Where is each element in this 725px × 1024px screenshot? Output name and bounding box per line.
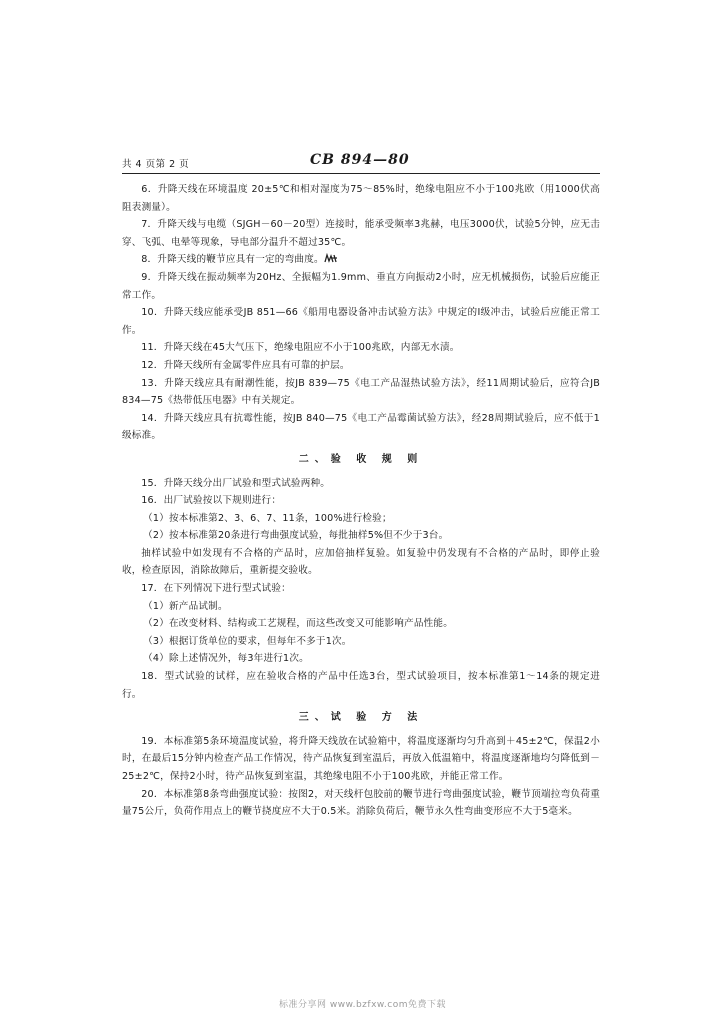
clause-12: 12．升降天线所有金属零件应具有可靠的护层。 <box>141 359 350 371</box>
standard-number: CB 894—80 <box>310 152 410 168</box>
clause-9: 9．升降天线在振动频率为20Hz、全振幅为1.9mm、垂直方向振动2小时，应无机械损伤，试验后应能正常工作。 <box>122 271 600 301</box>
clause-13: 13．升降天线应具有耐潮性能，按JB 839—75《电工产品湿热试验方法》，经11周期试验后，应符合JB 834—75《热带低压电器》中有关规定。 <box>122 377 600 407</box>
clause-18: 18．型式试验的试样，应在验收合格的产品中任选3台，型式试验项目，按本标准第1～14条的规定进行。 <box>122 671 600 700</box>
clause-8: 8．升降天线的鞭节应具有一定的弯曲度。 <box>141 254 324 266</box>
clause-16-item-1: （1）按本标准第2、3、6、7、11条，100%进行检验； <box>143 512 392 524</box>
page-count-label: 共 4 页第 2 页 <box>122 159 190 170</box>
clause-17: 17．在下列情况下进行型式试验： <box>141 583 291 595</box>
clause-16-item-2: （2）按本标准第20条进行弯曲强度试验，每批抽样5%但不少于3台。 <box>143 530 449 542</box>
clause-17-item-3: （3）根据订货单位的要求，但每年不多于1次。 <box>143 635 352 647</box>
header-rule <box>122 173 600 174</box>
section-heading-test-methods: 三、试 验 方 法 <box>298 712 424 724</box>
handwritten-mark-icon <box>324 253 338 264</box>
clause-20: 20．本标准第8条弯曲强度试验：按图2，对天线杆包胶前的鞭节进行弯曲强度试验，鞭节顶端拉弯负荷重量75公斤，负荷作用点上的鞭节挠度应不大于0.5米。消除负荷后，鞭节永久性弯曲变形应不大于5毫米。 <box>122 788 600 818</box>
clause-6: 6．升降天线在环境温度 20±5℃和相对湿度为75～85%时，绝缘电阻应不小于100兆欧（用1000伏高阻表测量）。 <box>122 184 600 213</box>
clause-19: 19．本标准第5条环境温度试验，将升降天线放在试验箱中，将温度逐渐均匀升高到＋45±2℃，保温2小时，在最后15分钟内检查产品工作情况，待产品恢复到室温后，再放入低温箱中，将温度逐渐地均匀降低到－25±2℃，保持2小时，待产品恢复到室温，其绝缘电阻不小于100兆欧，并能正常工作。 <box>122 735 600 782</box>
clause-17-item-1: （1）新产品试制。 <box>143 600 228 612</box>
clause-16: 16．出厂试验按以下规则进行： <box>141 495 282 507</box>
section-heading-acceptance: 二、验 收 规 则 <box>298 453 424 465</box>
clause-15: 15．升降天线分出厂试验和型式试验两种。 <box>141 477 331 489</box>
clause-17-item-2: （2）在改变材料、结构或工艺规程，而这些改变又可能影响产品性能。 <box>143 618 454 630</box>
clause-14: 14．升降天线应具有抗霉性能，按JB 840—75《电工产品霉菌试验方法》，经28周期试验后，应不低于1级标准。 <box>122 412 600 442</box>
clause-11: 11．升降天线在45大气压下，绝缘电阻应不小于100兆欧，内部无水渍。 <box>141 342 460 354</box>
clause-10: 10．升降天线应能承受JB 851—66《船用电器设备冲击试验方法》中规定的Ⅰ级冲击，试验后应能正常工作。 <box>122 307 600 336</box>
clause-8-line <box>122 251 600 269</box>
watermark-footer: 标准分享网 www.bzfxw.com免费下载 <box>278 1000 447 1010</box>
clause-7: 7．升降天线与电缆（SJGH－60－20型）连接时，能承受频率3兆赫，电压3000伏，试验5分钟，应无击穿、飞弧、电晕等现象，导电部分温升不超过35℃。 <box>122 219 600 248</box>
page-header <box>122 152 602 174</box>
document-body <box>122 181 600 821</box>
clause-17-item-4: （4）除上述情况外，每3年进行1次。 <box>143 653 309 665</box>
clause-16-note: 抽样试验中如发现有不合格的产品时，应加倍抽样复验。如复验中仍发现有不合格的产品时，即停止验收，检查原因，消除故障后，重新提交验收。 <box>122 547 600 577</box>
